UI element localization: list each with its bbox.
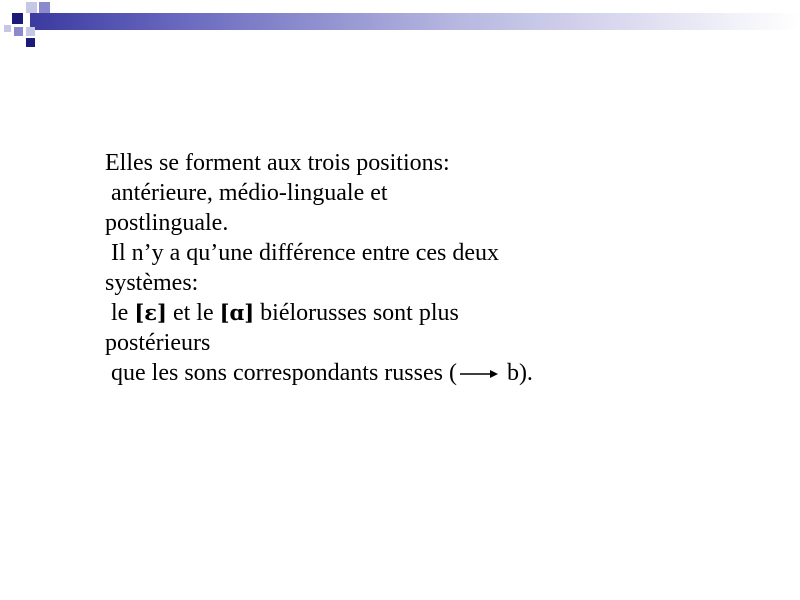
phonetic-symbol: [ɑ]	[219, 300, 255, 325]
text-line: postlinguale.	[105, 210, 229, 236]
decor-square-light	[26, 2, 37, 13]
text-fragment: et le	[166, 300, 220, 326]
header-decoration	[0, 0, 800, 60]
decor-square-mid	[39, 2, 50, 13]
text-line: Il n’y a qu’une différence entre ces deux	[105, 240, 500, 266]
phonetic-symbol: [ε]	[134, 300, 167, 325]
text-line	[105, 298, 665, 328]
text-fragment: b).	[500, 360, 533, 386]
text-line: systèmes:	[105, 270, 199, 296]
text-fragment: biélorusses sont plus	[254, 300, 459, 326]
text-line: antérieure, médio-linguale et	[105, 180, 388, 206]
text-line: Elles se forment aux trois positions:	[105, 150, 450, 176]
slide-body	[105, 148, 665, 388]
decor-square-dark	[12, 13, 23, 24]
decor-square-dark	[26, 38, 35, 47]
right-arrow-icon	[459, 367, 499, 381]
text-fragment: le	[105, 300, 135, 326]
text-fragment: que les sons correspondants russes (	[105, 360, 457, 386]
text-line	[105, 358, 665, 388]
decor-square-light	[26, 27, 35, 36]
decor-square-light	[4, 25, 11, 32]
text-line: postérieurs	[105, 330, 211, 356]
header-gradient-bar	[30, 13, 800, 30]
decor-square-mid	[14, 27, 23, 36]
